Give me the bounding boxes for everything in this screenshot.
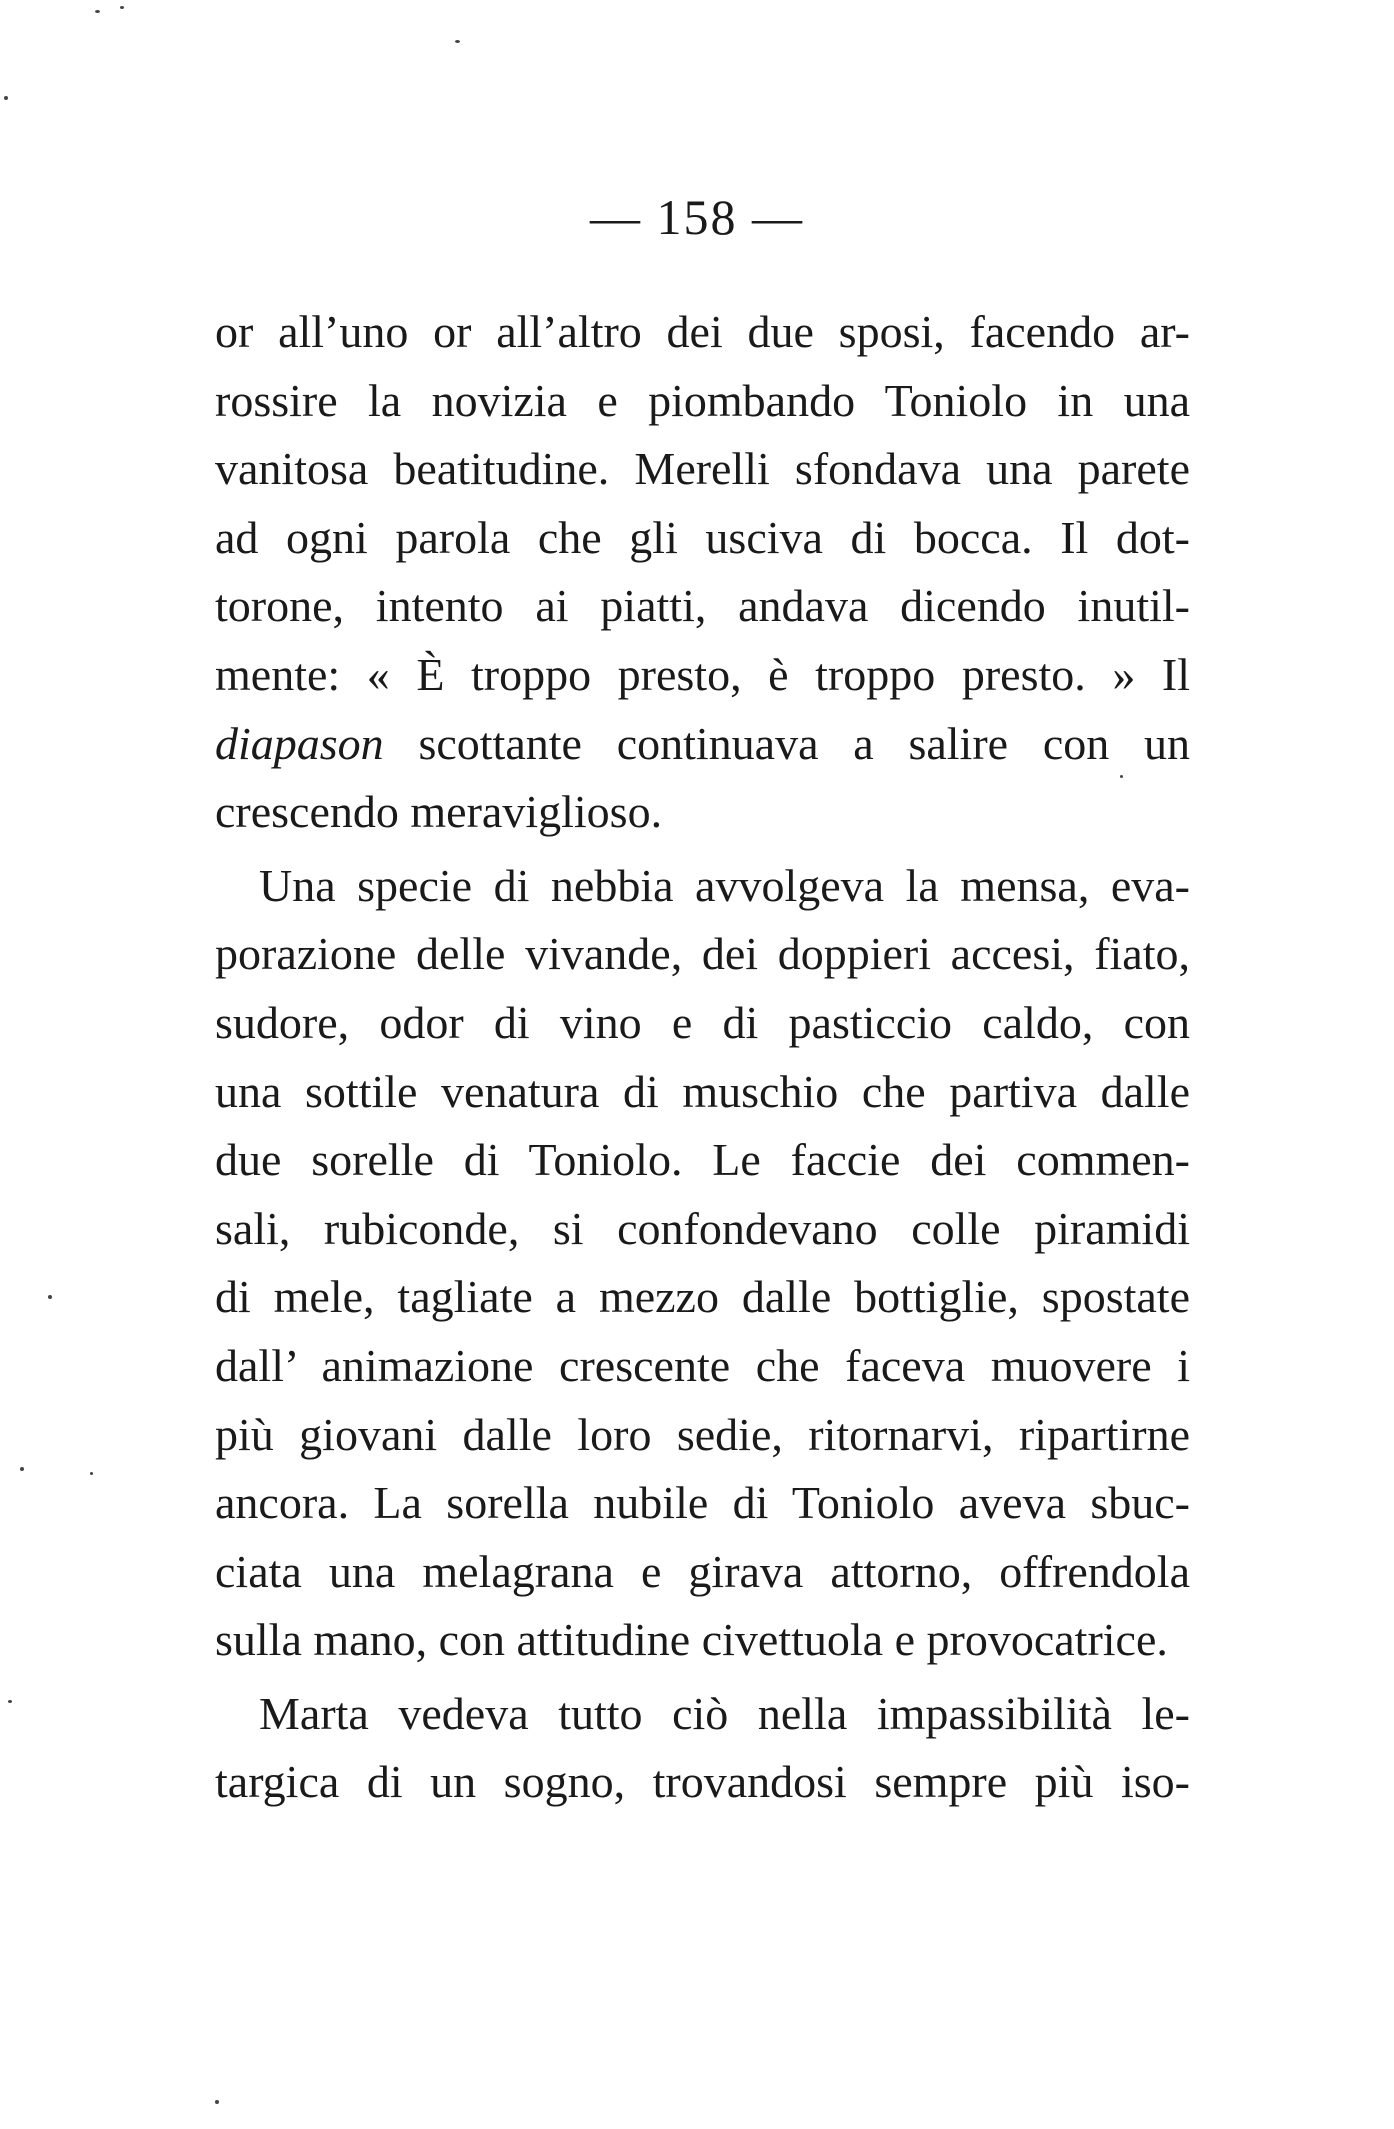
text-line: Marta vedeva tutto ciò nella impassibilità le- bbox=[259, 1687, 1190, 1739]
body-text bbox=[215, 298, 1190, 1817]
text-line-with-italic bbox=[215, 710, 1190, 779]
text-line: dall’ animazione crescente che faceva muovere i bbox=[215, 1339, 1190, 1391]
text-line: porazione delle vivande, dei doppieri accesi, fiato, bbox=[215, 928, 1190, 980]
text-line: di mele, tagliate a mezzo dalle bottiglie, spostate bbox=[215, 1271, 1190, 1323]
text-line: torone, intento ai piatti, andava dicendo inutil- bbox=[215, 580, 1190, 632]
page-number: — 158 — bbox=[590, 189, 804, 245]
text-line: crescendo meraviglioso. bbox=[215, 786, 663, 838]
text-line: due sorelle di Toniolo. Le faccie dei commen- bbox=[215, 1134, 1190, 1186]
text-line: ciata una melagrana e girava attorno, offrendola bbox=[215, 1545, 1190, 1597]
paragraph-3 bbox=[215, 1680, 1190, 1817]
text-line: targica di un sogno, trovandosi sempre più iso- bbox=[215, 1756, 1190, 1808]
text-line: sali, rubiconde, si confondevano colle piramidi bbox=[215, 1202, 1190, 1254]
italic-term: diapason bbox=[215, 717, 384, 769]
text-line: sudore, odor di vino e di pasticcio caldo, con bbox=[215, 996, 1190, 1048]
text-line: rossire la novizia e piombando Toniolo in una bbox=[215, 374, 1190, 426]
text-line: sulla mano, con attitudine civettuola e provocatrice. bbox=[215, 1614, 1168, 1666]
scan-speck bbox=[48, 1295, 52, 1299]
text-line: or all’uno or all’altro dei due sposi, facendo ar- bbox=[215, 306, 1190, 357]
text-line: ancora. La sorella nubile di Toniolo aveva sbuc- bbox=[215, 1477, 1190, 1529]
paragraph-1 bbox=[215, 298, 1190, 847]
text-line: vanitosa beatitudine. Merelli sfondava una parete bbox=[215, 443, 1190, 495]
scan-speck bbox=[120, 6, 124, 9]
text-line: mente: « È troppo presto, è troppo presto. » Il bbox=[215, 648, 1190, 700]
scan-speck bbox=[4, 96, 8, 100]
scan-speck bbox=[1120, 775, 1123, 778]
scan-speck bbox=[455, 40, 460, 43]
text-line: ad ogni parola che gli usciva di bocca. Il dot- bbox=[215, 511, 1190, 563]
text-line: Una specie di nebbia avvolgeva la mensa, eva- bbox=[259, 859, 1190, 911]
scan-speck bbox=[95, 10, 100, 13]
scan-speck bbox=[8, 1700, 12, 1703]
scan-speck bbox=[215, 2100, 219, 2104]
scan-speck bbox=[90, 1472, 93, 1475]
paragraph-2 bbox=[215, 852, 1190, 1675]
scan-speck bbox=[20, 1467, 24, 1471]
text-line: una sottile venatura di muschio che partiva dalle bbox=[215, 1065, 1190, 1117]
text-line: più giovani dalle loro sedie, ritornarvi, ripartirne bbox=[215, 1408, 1190, 1460]
text-line-rest: scottante continuava a salire con un bbox=[383, 717, 1190, 769]
